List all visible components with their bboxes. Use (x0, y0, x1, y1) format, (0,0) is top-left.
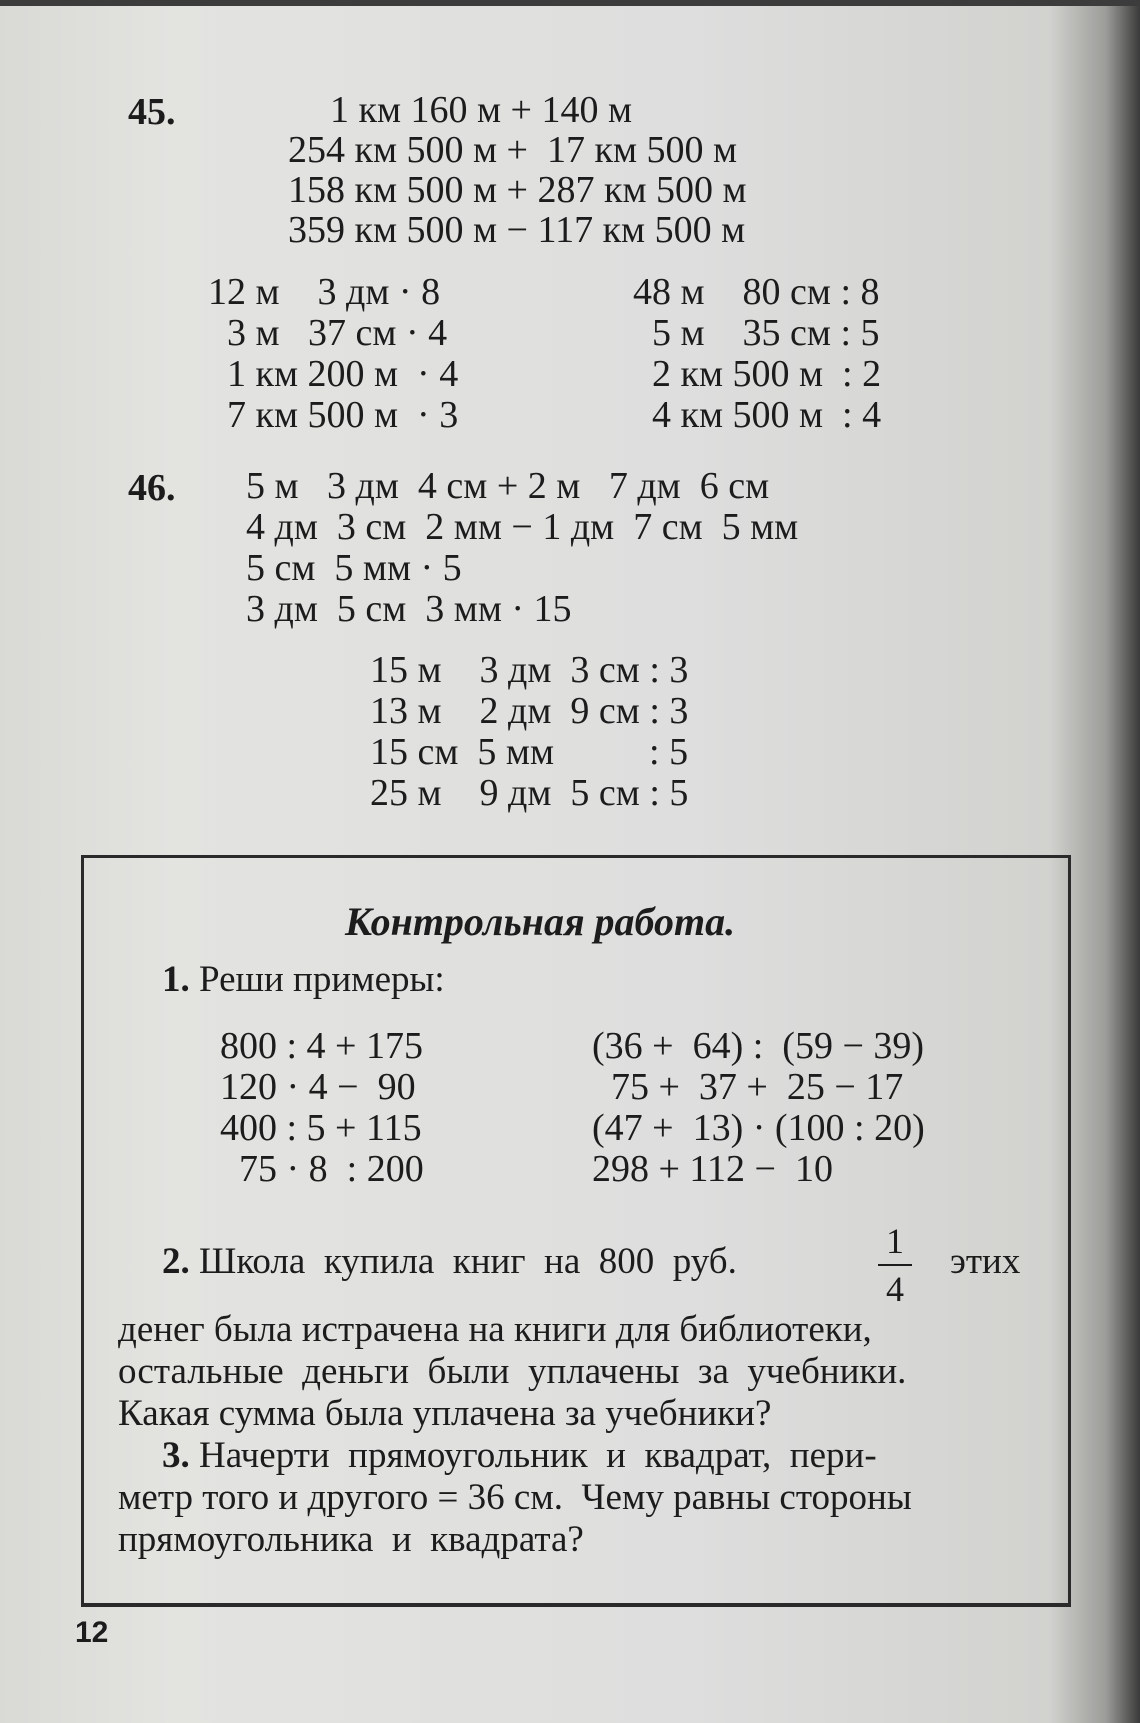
control-work-title: Контрольная работа. (345, 899, 736, 944)
task-2-line-2: денег была истрачена на книги для библиотеки, (118, 1309, 872, 1350)
ex46-div-4: 25 м 9 дм 5 см : 5 (370, 772, 689, 814)
ex45-right-3: 2 км 500 м : 2 (633, 353, 882, 395)
ex46-line-4: 3 дм 5 см 3 мм · 15 (246, 588, 572, 630)
ex45-line-1: 1 км 160 м + 140 м (330, 89, 633, 131)
ex45-right-1: 48 м 80 см : 8 (633, 271, 880, 313)
ex46-div-1: 15 м 3 дм 3 см : 3 (370, 649, 689, 691)
ex45-left-1: 12 м 3 дм · 8 (208, 271, 441, 313)
control-left-4: 75 · 8 : 200 (220, 1148, 424, 1190)
ex46-line-1: 5 м 3 дм 4 см + 2 м 7 дм 6 см (246, 465, 770, 507)
ex45-left-2: 3 м 37 см · 4 (208, 312, 448, 354)
task-2-line-4: Какая сумма была уплачена за учебники? (118, 1393, 772, 1434)
control-left-2: 120 · 4 − 90 (220, 1066, 416, 1108)
exercise-45-number: 45. (128, 91, 176, 133)
ex45-line-4: 359 км 500 м − 117 км 500 м (288, 209, 746, 251)
ex46-div-2: 13 м 2 дм 9 см : 3 (370, 690, 689, 732)
control-left-3: 400 : 5 + 115 (220, 1107, 422, 1149)
ex46-line-2: 4 дм 3 см 2 мм − 1 дм 7 см 5 мм (246, 506, 799, 548)
ex45-left-3: 1 км 200 м · 4 (208, 353, 459, 395)
ex45-line-3: 158 км 500 м + 287 км 500 м (288, 169, 747, 211)
task-3-first-line (162, 1434, 877, 1477)
fraction-one-quarter (878, 1220, 912, 1310)
task-1-number: 1. (162, 959, 190, 1000)
ex45-right-4: 4 км 500 м : 4 (633, 394, 882, 436)
control-right-4: 298 + 112 − 10 (592, 1148, 833, 1190)
task-1-text: Реши примеры: (199, 959, 445, 1000)
task-3-line-3: прямоугольника и квадрата? (118, 1519, 584, 1560)
control-right-1: (36 + 64) : (59 − 39) (592, 1025, 925, 1067)
task-2-first-line (162, 1240, 737, 1283)
task-3-number: 3. (162, 1435, 190, 1476)
control-right-2: 75 + 37 + 25 − 17 (592, 1066, 904, 1108)
fraction-denominator: 4 (886, 1269, 904, 1309)
task-2-number: 2. (162, 1241, 190, 1282)
ex46-line-3: 5 см 5 мм · 5 (246, 547, 462, 589)
task-3-text-start: Начерти прямоугольник и квадрат, пери- (199, 1435, 877, 1476)
exercise-46-number: 46. (128, 467, 176, 509)
ex45-line-2: 254 км 500 м + 17 км 500 м (288, 129, 738, 171)
task-2-line-3: остальные деньги были уплачены за учебники. (118, 1351, 907, 1392)
fraction-numerator: 1 (886, 1221, 904, 1261)
control-right-3: (47 + 13) · (100 : 20) (592, 1107, 925, 1149)
task-3-line-2: метр того и другого = 36 см. Чему равны стороны (118, 1477, 912, 1518)
task-1 (162, 958, 445, 1001)
task-2-text-start: Школа купила книг на 800 руб. (199, 1241, 737, 1282)
page-top-edge (0, 0, 1140, 6)
ex45-right-2: 5 м 35 см : 5 (633, 312, 880, 354)
ex46-div-3: 15 см 5 мм : 5 (370, 731, 689, 773)
ex45-left-4: 7 км 500 м · 3 (208, 394, 459, 436)
page-number: 12 (75, 1616, 109, 1649)
task-2-after-fraction: этих (950, 1241, 1021, 1282)
control-left-1: 800 : 4 + 175 (220, 1025, 423, 1067)
